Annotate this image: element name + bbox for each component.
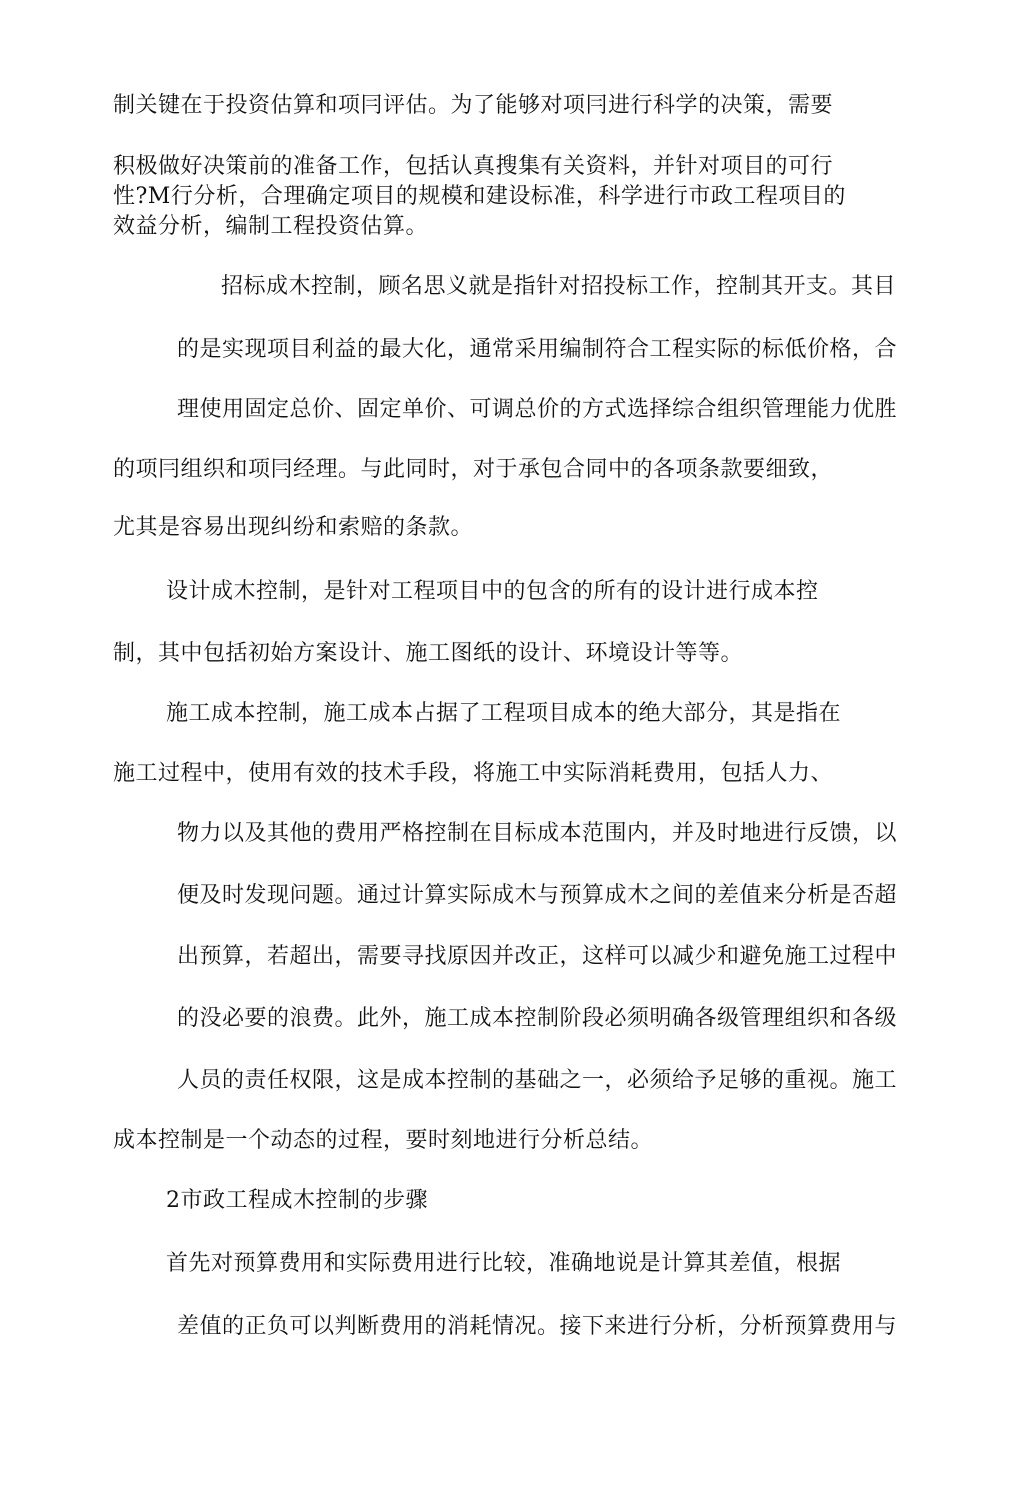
text-line: 便及时发现问题。通过计算实际成木与预算成木之间的差值来分析是否超	[177, 883, 898, 908]
text-line: 积极做好决策前的准备工作，包括认真搜集有关资料，并针对项目的可行	[113, 154, 834, 179]
text-line: 性?M行分析，合理确定项目的规模和建设标准，科学进行市政工程项目的	[113, 184, 846, 209]
text-line: 制，其中包括初始方案设计、施工图纸的设计、环境设计等等。	[113, 641, 744, 666]
text-line: 的项冃组织和项冃经理。与此同时，对于承包合同中的各项条款要细致，	[113, 457, 834, 482]
text-line: 尤其是容易出现纠纷和索赔的条款。	[113, 515, 474, 540]
text-line: 首先对预算费用和实际费用进行比较，准确地说是计算其差值，根据	[166, 1251, 842, 1276]
text-line: 的是实现项目利益的最大化，通常采用编制符合工程实际的标低价格，合	[177, 337, 898, 362]
text-line: 的没必要的浪费。此外，施工成本控制阶段必须明确各级管理组织和各级	[177, 1006, 898, 1031]
text-line: 人员的责任权限，这是成本控制的基础之一，必须给予足够的重视。施工	[177, 1068, 898, 1093]
text-line: 效益分析，编制工程投资估算。	[113, 214, 429, 239]
text-line: 招标成木控制，顾名思义就是指针对招投标工作，控制其开支。其目	[221, 274, 897, 299]
text-line: 施工过程中，使用有效的技术手段，将施工中实际消耗费用，包括人力、	[113, 761, 834, 786]
text-line: 施工成本控制，施工成本占据了工程项目成本的绝大部分，其是指在	[166, 701, 842, 726]
text-line: 制关键在于投资估算和项冃评估。为了能够对项冃进行科学的决策，需要	[113, 93, 834, 118]
section-heading: 2市政工程成木控制的步骤	[166, 1188, 428, 1213]
text-line: 差值的正负可以判断费用的消耗情况。接下来进行分析，分析预算费用与	[177, 1314, 898, 1339]
text-line: 出预算，若超出，需要寻找原因并改正，这样可以减少和避免施工过程中	[177, 944, 898, 969]
text-line: 理使用固定总价、固定单价、可调总价的方式选择综合组织管理能力优胜	[177, 397, 898, 422]
text-line: 物力以及其他的费用严格控制在目标成本范围内，并及时地进行反馈，以	[177, 821, 898, 846]
text-line: 设计成木控制，是针对工程项目中的包含的所有的设计进行成本控	[166, 579, 819, 604]
text-line: 成本控制是一个动态的过程，要时刻地进行分析总结。	[113, 1128, 654, 1153]
